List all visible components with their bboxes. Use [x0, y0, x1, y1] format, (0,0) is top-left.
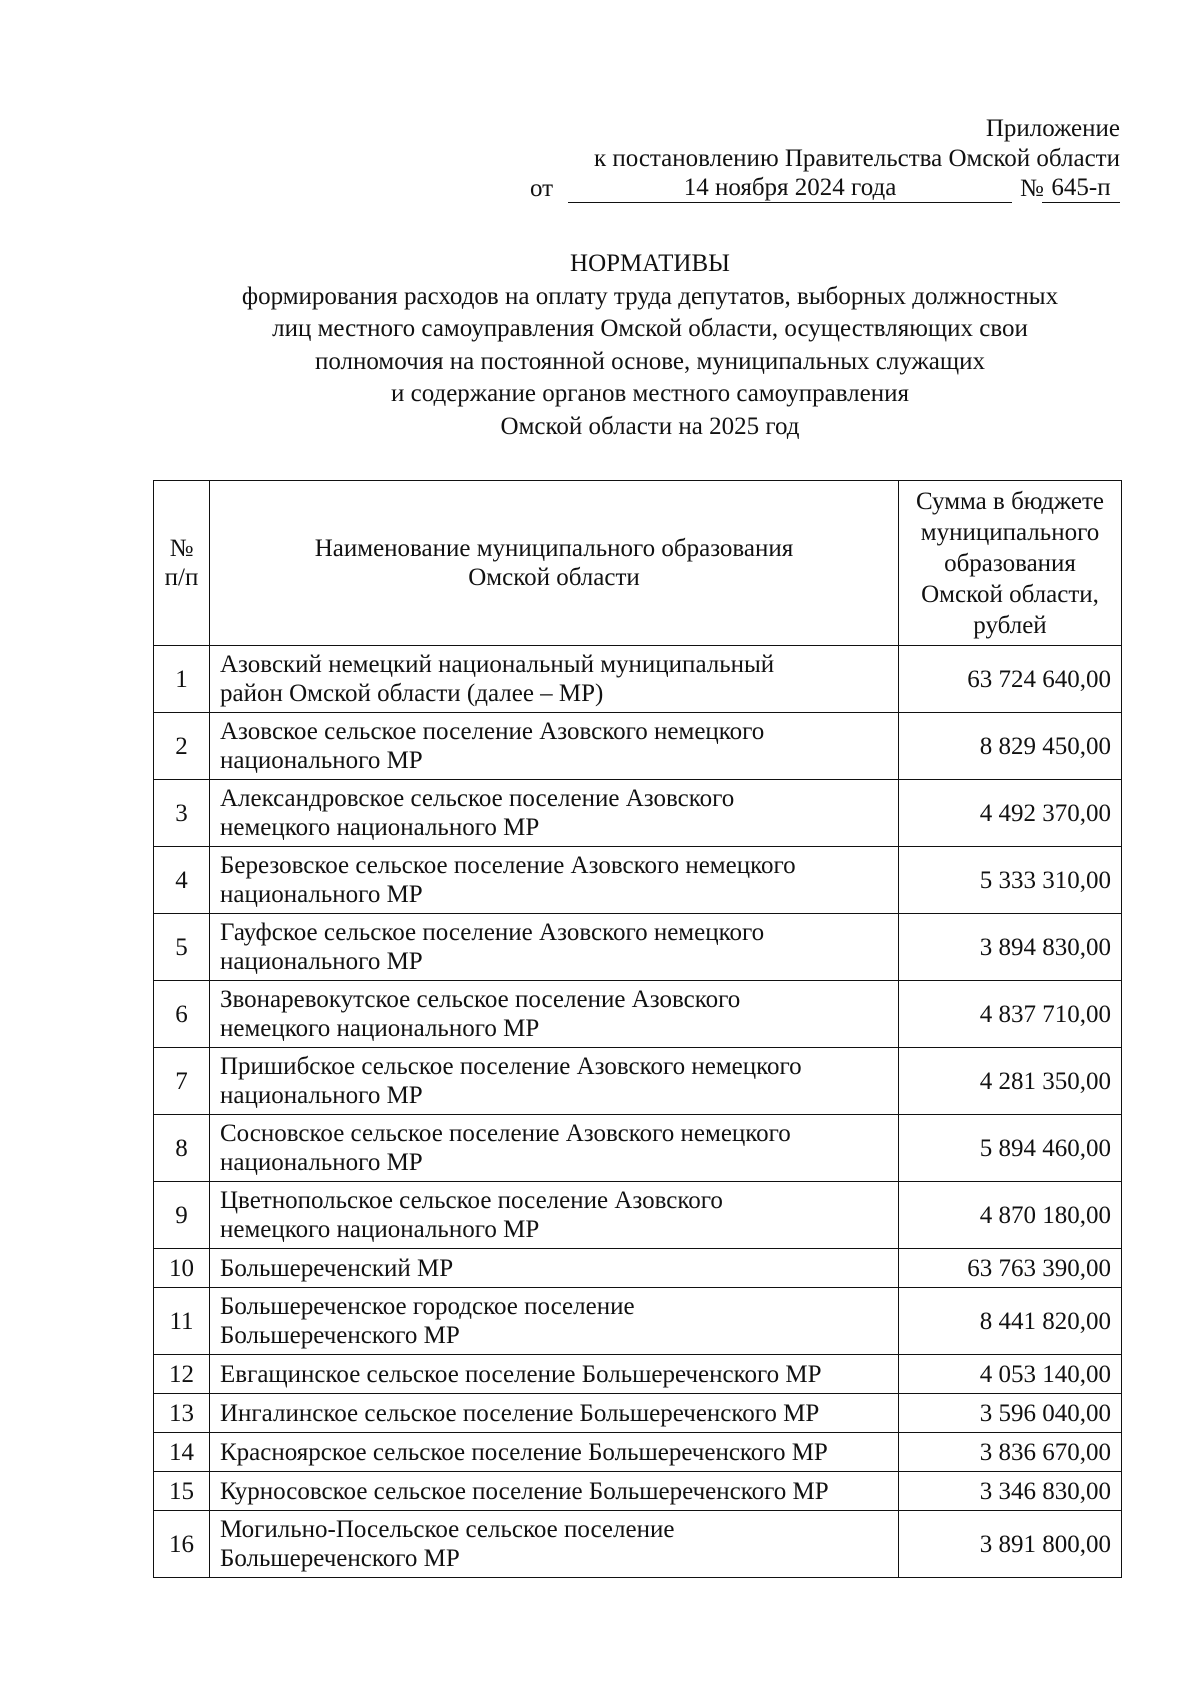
row-number: 13 [154, 1394, 210, 1433]
resolution-number: 645-п [1042, 174, 1120, 203]
table-row [154, 646, 1122, 713]
title-line: полномочия на постоянной основе, муниципальных служащих [314, 347, 986, 375]
municipality-name-line: немецкого национального МР [220, 1015, 540, 1042]
budget-amount: 5 894 460,00 [899, 1115, 1122, 1182]
municipality-name [210, 914, 899, 981]
municipality-name-line: Звонаревокутское сельское поселение Азовского [220, 986, 741, 1013]
table-row [154, 1394, 1122, 1433]
municipality-name-line: Березовское сельское поселение Азовского немецкого [220, 852, 796, 879]
table-row [154, 1288, 1122, 1355]
budget-amount: 4 492 370,00 [899, 780, 1122, 847]
budget-amount: 8 829 450,00 [899, 713, 1122, 780]
row-number: 6 [154, 981, 210, 1048]
municipality-name-line: Большереченского МР [220, 1545, 460, 1572]
row-number: 16 [154, 1511, 210, 1578]
row-number: 14 [154, 1433, 210, 1472]
budget-amount: 5 333 310,00 [899, 847, 1122, 914]
municipality-name-line: Сосновское сельское поселение Азовского немецкого [220, 1120, 791, 1147]
appendix-title: Приложение [985, 115, 1120, 142]
municipality-name-line: Большереченское городское поселение [220, 1293, 635, 1320]
municipality-name-line: Евгащинское сельское поселение Большереченского МР [220, 1360, 822, 1388]
municipality-name [210, 1249, 899, 1288]
municipality-name-line: национального МР [220, 948, 423, 975]
municipality-name-line: Ингалинское сельское поселение Большереченского МР [220, 1399, 820, 1427]
municipality-name-line: Могильно-Посельское сельское поселение [220, 1516, 675, 1543]
row-number: 15 [154, 1472, 210, 1511]
table-row [154, 1355, 1122, 1394]
table-row [154, 780, 1122, 847]
municipality-name-line: район Омской области (далее – МР) [220, 680, 604, 707]
table-row [154, 1472, 1122, 1511]
table-row [154, 713, 1122, 780]
table-body [154, 646, 1122, 1578]
municipality-name [210, 847, 899, 914]
municipality-name-line: Александровское сельское поселение Азовского [220, 785, 735, 812]
budget-amount: 4 837 710,00 [899, 981, 1122, 1048]
municipality-name-line: Азовский немецкий национальный муниципальный [220, 651, 775, 678]
row-number: 5 [154, 914, 210, 981]
norms-table [153, 480, 1122, 1578]
municipality-name [210, 1472, 899, 1511]
table-row [154, 1182, 1122, 1249]
table-row [154, 1048, 1122, 1115]
municipality-name [210, 1182, 899, 1249]
table-row [154, 847, 1122, 914]
row-number: 8 [154, 1115, 210, 1182]
municipality-name [210, 1433, 899, 1472]
municipality-name-line: Большереченский МР [220, 1254, 454, 1282]
table-row [154, 1511, 1122, 1578]
budget-amount: 3 596 040,00 [899, 1394, 1122, 1433]
header-municipality-name: Наименование муниципального образования Омской области [210, 481, 899, 646]
municipality-name-line: немецкого национального МР [220, 1216, 540, 1243]
appendix-reference: к постановлению Правительства Омской области [593, 145, 1120, 172]
row-number: 4 [154, 847, 210, 914]
budget-amount: 4 053 140,00 [899, 1355, 1122, 1394]
title-line: и содержание органов местного самоуправления [390, 380, 910, 407]
municipality-name-line: немецкого национального МР [220, 814, 540, 841]
row-number: 3 [154, 780, 210, 847]
municipality-name [210, 713, 899, 780]
municipality-name [210, 1115, 899, 1182]
municipality-name-line: Красноярское сельское поселение Большереченского МР [220, 1438, 828, 1466]
date-prefix: от [530, 175, 554, 202]
row-number: 10 [154, 1249, 210, 1288]
budget-amount: 3 891 800,00 [899, 1511, 1122, 1578]
municipality-name-line: Курносовское сельское поселение Большереченского МР [220, 1477, 829, 1505]
table-row [154, 914, 1122, 981]
municipality-name [210, 1288, 899, 1355]
title-line: формирования расходов на оплату труда депутатов, выборных должностных [241, 282, 1059, 310]
header-amount: Сумма в бюджете муниципального образования Омской области, рублей [899, 481, 1122, 646]
row-number: 2 [154, 713, 210, 780]
municipality-name [210, 1394, 899, 1433]
document-title [120, 248, 1180, 443]
budget-amount: 3 836 670,00 [899, 1433, 1122, 1472]
municipality-name-line: национального МР [220, 881, 423, 908]
municipality-name-line: национального МР [220, 1082, 423, 1109]
table-row [154, 1433, 1122, 1472]
appendix-block [520, 114, 1120, 204]
resolution-date-line [520, 174, 1120, 204]
municipality-name [210, 981, 899, 1048]
municipality-name-line: Пришибское сельское поселение Азовского немецкого [220, 1053, 802, 1080]
row-number: 1 [154, 646, 210, 713]
municipality-name-line: Большереченского МР [220, 1322, 460, 1349]
municipality-name [210, 1048, 899, 1115]
table-header-row [154, 481, 1122, 646]
budget-amount: 3 894 830,00 [899, 914, 1122, 981]
title-heading: НОРМАТИВЫ [570, 250, 730, 277]
title-line: Омской области на 2025 год [500, 412, 800, 440]
table-row [154, 981, 1122, 1048]
budget-amount: 3 346 830,00 [899, 1472, 1122, 1511]
budget-amount: 4 281 350,00 [899, 1048, 1122, 1115]
table-row [154, 1249, 1122, 1288]
header-number: № п/п [154, 481, 210, 646]
title-line: лиц местного самоуправления Омской области, осуществляющих свои [272, 315, 1028, 342]
budget-amount: 63 724 640,00 [899, 646, 1122, 713]
municipality-name-line: национального МР [220, 747, 423, 774]
municipality-name [210, 1355, 899, 1394]
municipality-name [210, 1511, 899, 1578]
number-prefix: № [1020, 175, 1044, 202]
municipality-name-line: Цветнопольское сельское поселение Азовского [220, 1187, 723, 1214]
row-number: 9 [154, 1182, 210, 1249]
row-number: 7 [154, 1048, 210, 1115]
table-row [154, 1115, 1122, 1182]
budget-amount: 63 763 390,00 [899, 1249, 1122, 1288]
municipality-name-line: Гауфское сельское поселение Азовского немецкого [220, 919, 765, 946]
row-number: 11 [154, 1288, 210, 1355]
municipality-name-line: Азовское сельское поселение Азовского немецкого [220, 718, 765, 745]
municipality-name [210, 646, 899, 713]
municipality-name-line: национального МР [220, 1149, 423, 1176]
municipality-name [210, 780, 899, 847]
budget-amount: 8 441 820,00 [899, 1288, 1122, 1355]
row-number: 12 [154, 1355, 210, 1394]
resolution-date: 14 ноября 2024 года [568, 174, 1012, 203]
budget-amount: 4 870 180,00 [899, 1182, 1122, 1249]
